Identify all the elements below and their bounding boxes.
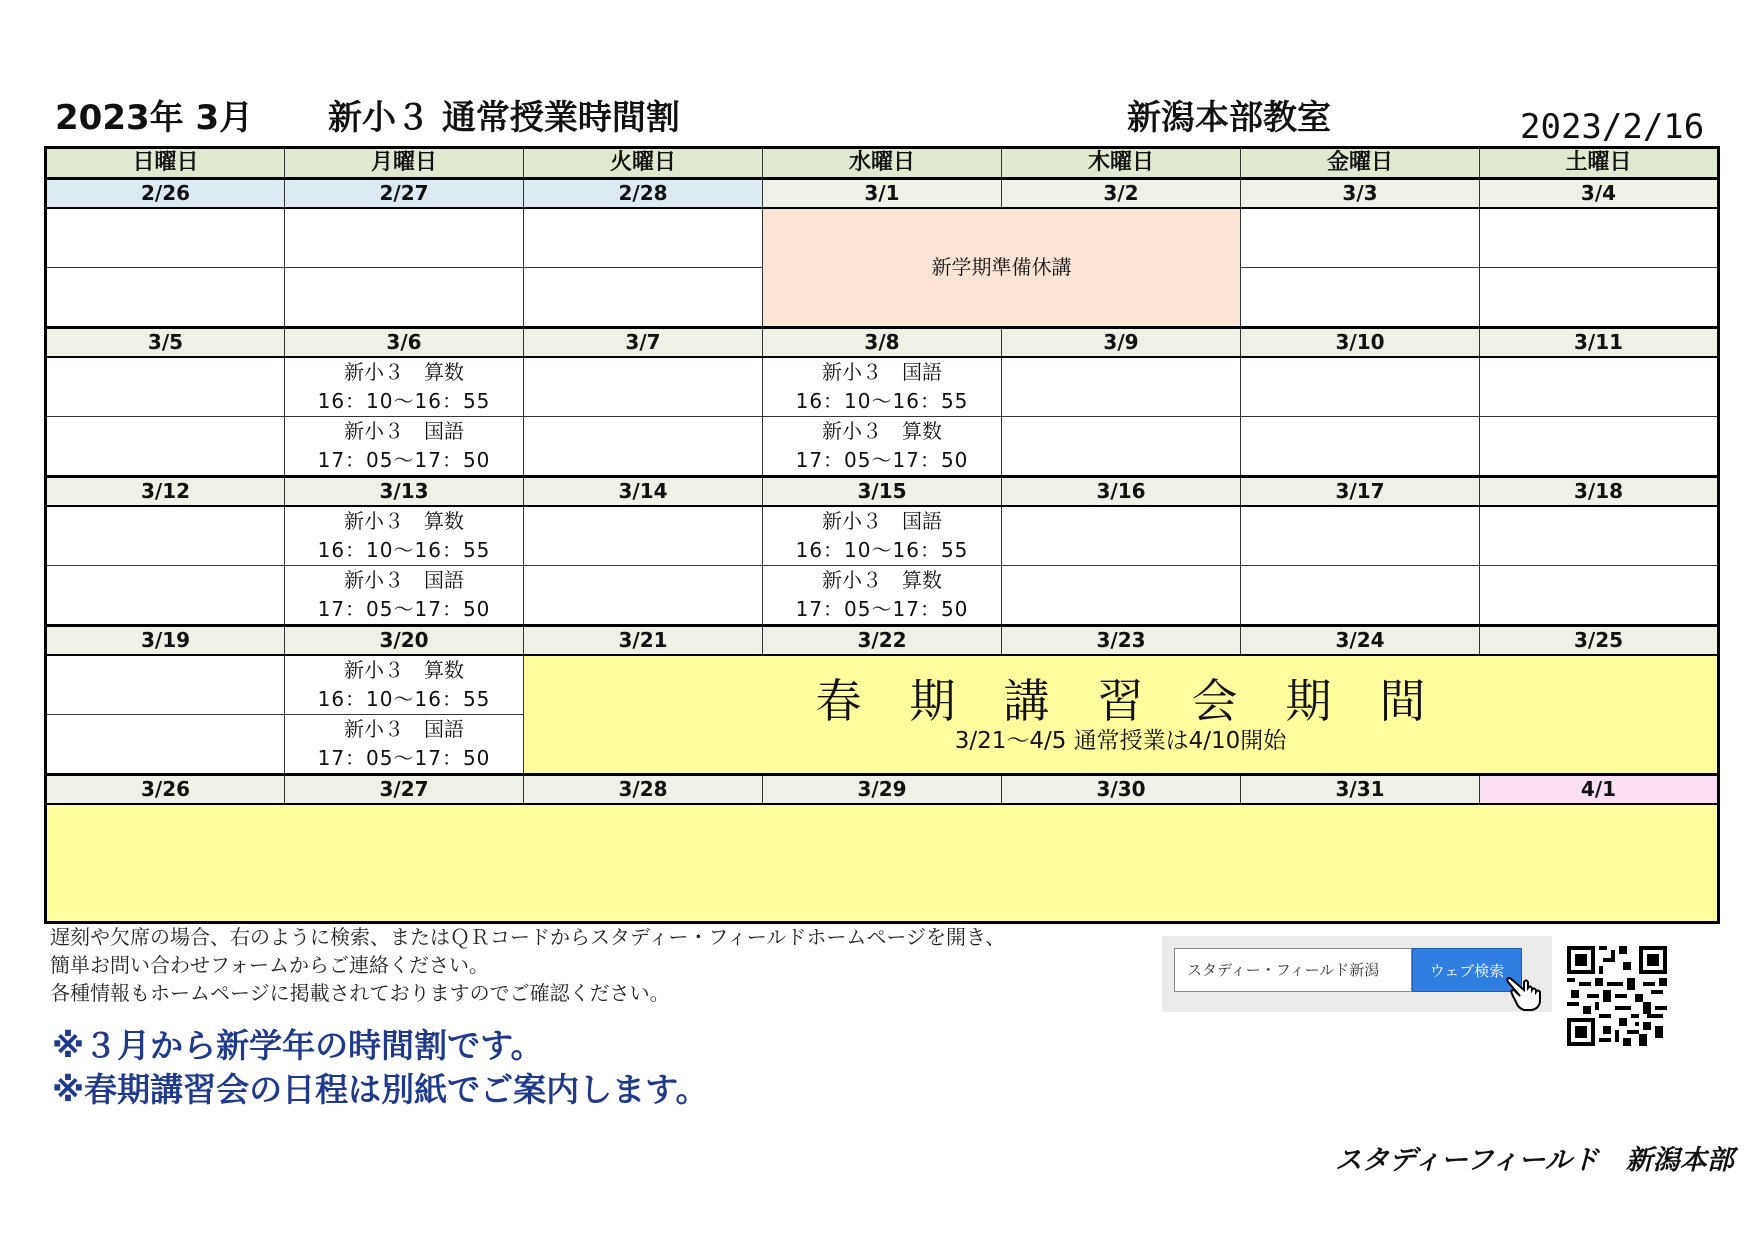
- weekday-thu: 木曜日: [1002, 148, 1241, 179]
- empty-slot: [46, 268, 285, 328]
- week3-slot2: [46, 566, 1719, 626]
- spring-course-band: [46, 804, 1719, 923]
- date-cell: 3/1: [763, 179, 1002, 209]
- date-cell: 3/14: [524, 477, 763, 507]
- empty-slot: [524, 417, 763, 477]
- empty-slot: [1002, 566, 1241, 626]
- class-slot: [763, 417, 1002, 477]
- notice-line: ※３月から新学年の時間割です。: [52, 1026, 544, 1065]
- empty-slot: [1480, 208, 1719, 268]
- class-time: 16：10～16：55: [317, 687, 491, 711]
- class-time: 16：10～16：55: [795, 538, 969, 562]
- class-subject: 新小３ 国語: [344, 717, 464, 741]
- weekday-header-row: [46, 148, 1719, 179]
- date-cell: 3/10: [1241, 328, 1480, 358]
- class-time: 17：05～17：50: [317, 597, 491, 621]
- class-subject: 新小３ 算数: [344, 360, 464, 384]
- school-name: 新潟本部教室: [1127, 98, 1331, 138]
- empty-slot: [1480, 417, 1719, 477]
- date-cell: 3/5: [46, 328, 285, 358]
- empty-slot: [46, 417, 285, 477]
- date-cell: 2/27: [285, 179, 524, 209]
- date-cell: 3/20: [285, 626, 524, 656]
- class-slot: [763, 506, 1002, 566]
- empty-slot: [524, 208, 763, 268]
- class-slot: [763, 357, 1002, 417]
- date-cell: 3/2: [1002, 179, 1241, 209]
- class-time: 17：05～17：50: [317, 746, 491, 770]
- class-subject: 新小３ 算数: [344, 658, 464, 682]
- date-cell: 3/16: [1002, 477, 1241, 507]
- empty-slot: [1002, 417, 1241, 477]
- empty-slot: [46, 357, 285, 417]
- empty-slot: [524, 566, 763, 626]
- prep-break-block: 新学期準備休講: [763, 208, 1241, 328]
- class-time: 16：10～16：55: [795, 389, 969, 413]
- class-subject: 新小３ 国語: [822, 360, 942, 384]
- date-cell: 3/3: [1241, 179, 1480, 209]
- weekday-tue: 火曜日: [524, 148, 763, 179]
- month-title: 2023年 3月: [55, 98, 254, 138]
- empty-slot: [1241, 417, 1480, 477]
- date-cell: 3/18: [1480, 477, 1719, 507]
- spring-course-block: [524, 655, 1719, 775]
- date-cell: 3/29: [763, 775, 1002, 805]
- date-cell: 3/27: [285, 775, 524, 805]
- empty-slot: [524, 268, 763, 328]
- date-cell: 3/26: [46, 775, 285, 805]
- date-cell: 2/26: [46, 179, 285, 209]
- date-cell: 3/13: [285, 477, 524, 507]
- class-subject: 新小３ 国語: [344, 568, 464, 592]
- week4-slot1: [46, 655, 1719, 715]
- empty-slot: [1002, 506, 1241, 566]
- empty-slot: [1241, 566, 1480, 626]
- date-cell: 3/17: [1241, 477, 1480, 507]
- date-cell: 3/7: [524, 328, 763, 358]
- note-line: 各種情報もホームページに掲載されておりますのでご確認ください。: [50, 981, 670, 1005]
- class-slot: [285, 506, 524, 566]
- date-cell: 3/24: [1241, 626, 1480, 656]
- note-line: 簡単お問い合わせフォームからご連絡ください。: [50, 953, 489, 977]
- class-subject: 新小３ 算数: [822, 419, 942, 443]
- class-time: 16：10～16：55: [317, 389, 491, 413]
- class-subject: 新小３ 算数: [822, 568, 942, 592]
- week2-dates: [46, 328, 1719, 358]
- empty-slot: [285, 208, 524, 268]
- timetable: [44, 146, 1720, 924]
- class-slot: [763, 566, 1002, 626]
- spring-course-note: 3/21～4/5 通常授業は4/10開始: [954, 727, 1287, 754]
- empty-slot: [524, 506, 763, 566]
- date-cell: 3/9: [1002, 328, 1241, 358]
- class-slot: [285, 417, 524, 477]
- empty-slot: [1480, 357, 1719, 417]
- date-cell: 3/8: [763, 328, 1002, 358]
- date-cell: 3/6: [285, 328, 524, 358]
- week2-slot2: [46, 417, 1719, 477]
- date-cell: 3/31: [1241, 775, 1480, 805]
- date-cell: 3/23: [1002, 626, 1241, 656]
- empty-slot: [1002, 357, 1241, 417]
- date-cell: 3/19: [46, 626, 285, 656]
- empty-slot: [1241, 506, 1480, 566]
- qr-code-icon: [1567, 946, 1667, 1046]
- week5-spring-band: [46, 804, 1719, 923]
- week3-dates: [46, 477, 1719, 507]
- date-cell: 3/21: [524, 626, 763, 656]
- week4-dates: [46, 626, 1719, 656]
- empty-slot: [46, 715, 285, 775]
- weekday-sun: 日曜日: [46, 148, 285, 179]
- date-cell: 4/1: [1480, 775, 1719, 805]
- note-line: 遅刻や欠席の場合、右のように検索、またはＱＲコードからスタディー・フィールドホームページを開き、: [50, 925, 1006, 949]
- weekday-fri: 金曜日: [1241, 148, 1480, 179]
- pointing-hand-icon: [1502, 964, 1550, 1012]
- date-cell: 3/12: [46, 477, 285, 507]
- date-cell: 3/4: [1480, 179, 1719, 209]
- class-time: 17：05～17：50: [317, 448, 491, 472]
- class-subject: 新小３ 算数: [344, 509, 464, 533]
- web-search-button[interactable]: ウェブ検索: [1412, 948, 1522, 992]
- search-input[interactable]: スタディー・フィールド新潟: [1174, 948, 1412, 992]
- week2-slot1: [46, 357, 1719, 417]
- week1-slot1: [46, 208, 1719, 268]
- date-cell: 3/25: [1480, 626, 1719, 656]
- issue-date: 2023/2/16: [1520, 107, 1705, 147]
- week1-dates: [46, 179, 1719, 209]
- class-time: 17：05～17：50: [795, 597, 969, 621]
- class-time: 17：05～17：50: [795, 448, 969, 472]
- date-cell: 3/30: [1002, 775, 1241, 805]
- class-subject: 新小３ 国語: [822, 509, 942, 533]
- empty-slot: [285, 268, 524, 328]
- empty-slot: [46, 208, 285, 268]
- weekday-mon: 月曜日: [285, 148, 524, 179]
- class-slot: [285, 715, 524, 775]
- weekday-sat: 土曜日: [1480, 148, 1719, 179]
- weekday-wed: 水曜日: [763, 148, 1002, 179]
- empty-slot: [1241, 208, 1480, 268]
- class-time: 16：10～16：55: [317, 538, 491, 562]
- empty-slot: [46, 566, 285, 626]
- search-example: [1162, 936, 1552, 1012]
- important-notices: [52, 1024, 708, 1112]
- empty-slot: [1241, 268, 1480, 328]
- date-cell: 3/15: [763, 477, 1002, 507]
- spring-course-title: 春期講習会期間: [815, 673, 1474, 728]
- week3-slot1: [46, 506, 1719, 566]
- class-subject: 新小３ 国語: [344, 419, 464, 443]
- empty-slot: [524, 357, 763, 417]
- schedule-title: 新小３ 通常授業時間割: [328, 98, 680, 138]
- class-slot: [285, 357, 524, 417]
- class-slot: [285, 566, 524, 626]
- empty-slot: [1241, 357, 1480, 417]
- footer-brand: スタディーフィールド 新潟本部: [1335, 1145, 1734, 1176]
- empty-slot: [1480, 566, 1719, 626]
- contact-notes: [50, 923, 1005, 1007]
- date-cell: 3/11: [1480, 328, 1719, 358]
- empty-slot: [1480, 506, 1719, 566]
- notice-line: ※春期講習会の日程は別紙でご案内します。: [52, 1070, 709, 1109]
- empty-slot: [1480, 268, 1719, 328]
- empty-slot: [46, 655, 285, 715]
- week5-dates: [46, 775, 1719, 805]
- class-slot: [285, 655, 524, 715]
- date-cell: 3/28: [524, 775, 763, 805]
- empty-slot: [46, 506, 285, 566]
- date-cell: 2/28: [524, 179, 763, 209]
- date-cell: 3/22: [763, 626, 1002, 656]
